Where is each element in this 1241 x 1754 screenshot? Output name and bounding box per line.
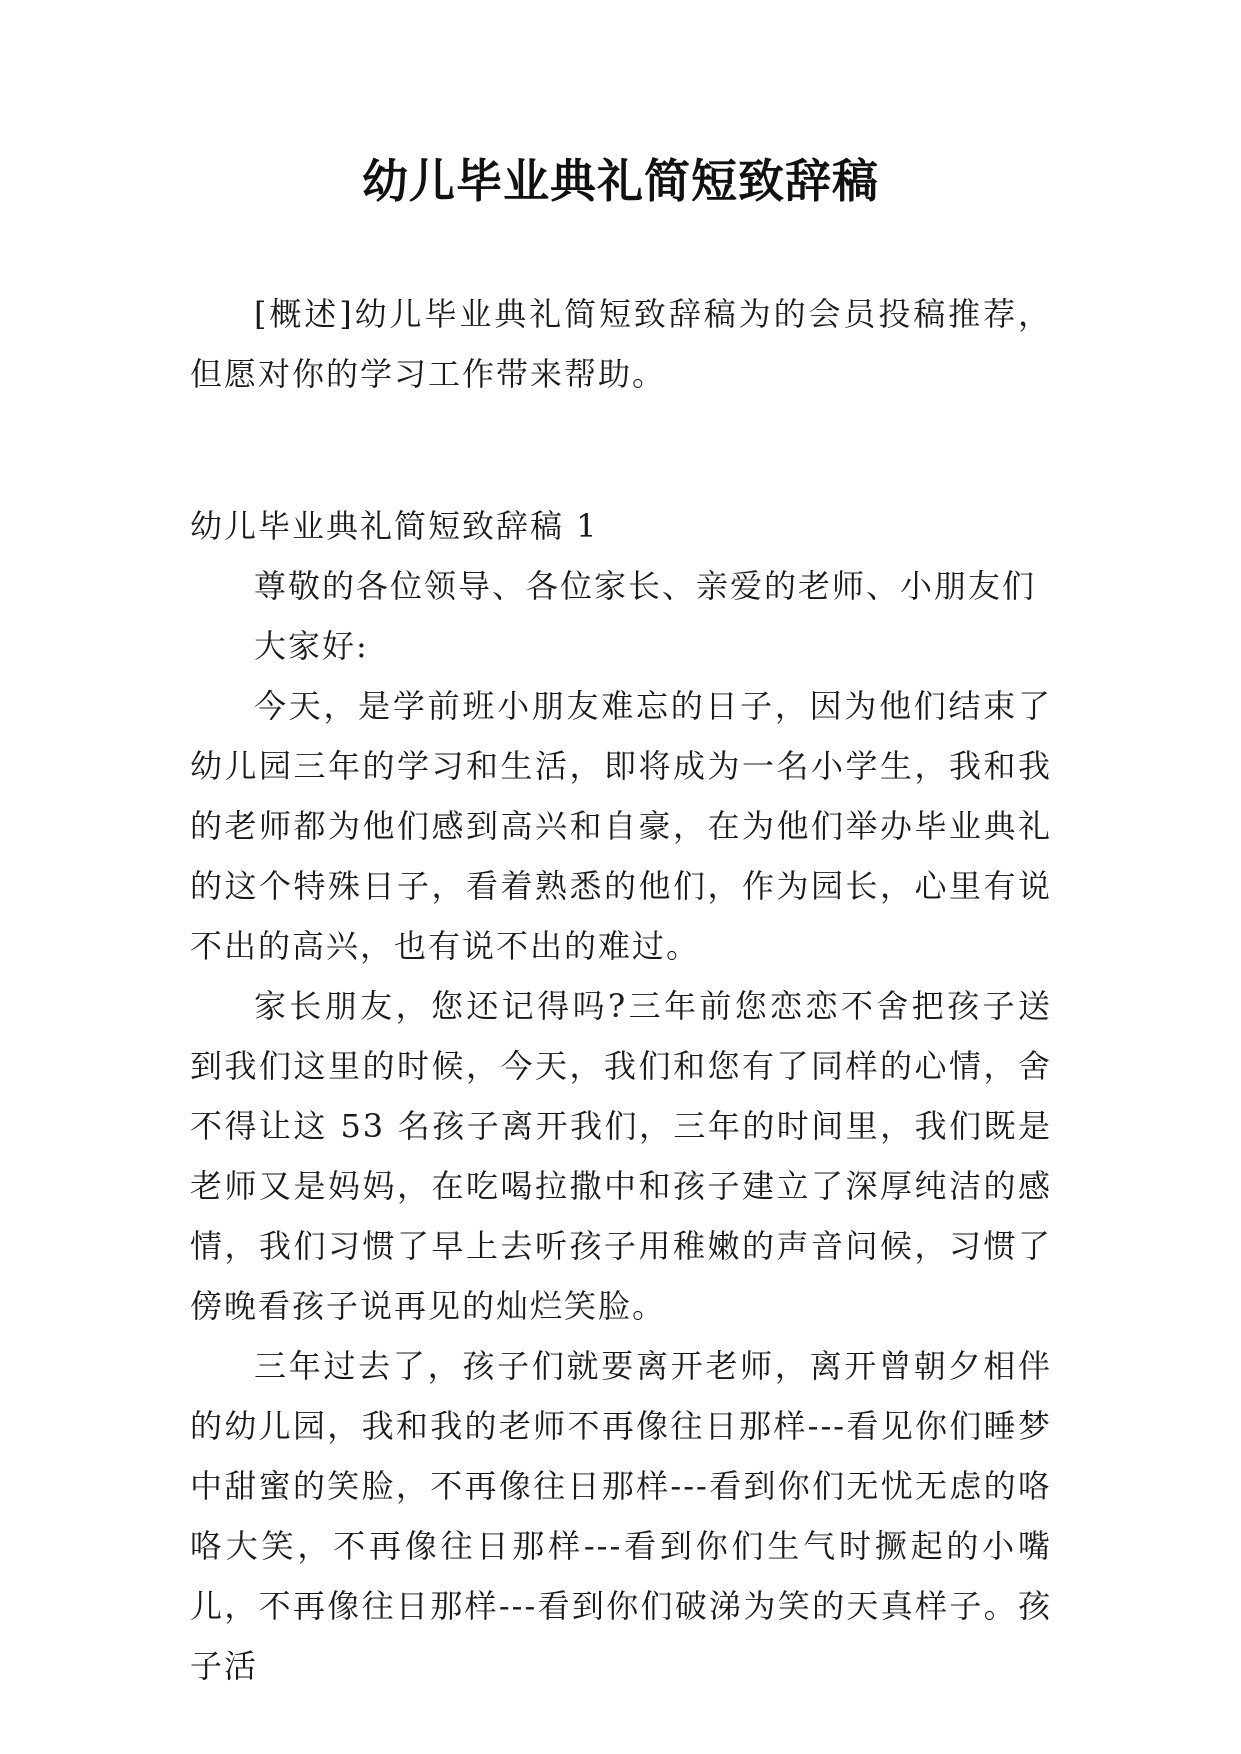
greeting-paragraph: 大家好:	[254, 627, 369, 665]
document-body	[190, 284, 1052, 1696]
section-spacer	[190, 404, 1052, 496]
body-paragraph: 家长朋友，您还记得吗?三年前您恋恋不舍把孩子送到我们这里的时候，今天，我们和您有了同样的心情，舍不得让这 53 名孩子离开我们，三年的时间里，我们既是老师又是妈妈，在吃喝拉撒中和孩子建立了深厚纯洁的感情，我们习惯了早上去听孩子用稚嫩的声音问候，习惯了傍晚看孩子说再见的灿烂笑脸。	[190, 987, 1052, 1325]
section-heading: 幼儿毕业典礼简短致辞稿 1	[190, 507, 599, 545]
document-title: 幼儿毕业典礼简短致辞稿	[362, 154, 879, 208]
body-paragraph: 今天，是学前班小朋友难忘的日子，因为他们结束了幼儿园三年的学习和生活，即将成为一名小学生，我和我的老师都为他们感到高兴和自豪，在为他们举办毕业典礼的这个特殊日子，看着熟悉的他们，作为园长，心里有说不出的高兴，也有说不出的难过。	[190, 687, 1052, 965]
summary-paragraph: [概述]幼儿毕业典礼简短致辞稿为的会员投稿推荐，但愿对你的学习工作带来帮助。	[190, 295, 1052, 393]
salutation-paragraph: 尊敬的各位领导、各位家长、亲爱的老师、小朋友们	[254, 567, 1037, 605]
body-paragraph: 三年过去了，孩子们就要离开老师，离开曾朝夕相伴的幼儿园，我和我的老师不再像往日那样---看见你们睡梦中甜蜜的笑脸，不再像往日那样---看到你们无忧无虑的咯咯大笑，不再像往日那样---看到你们生气时撅起的小嘴儿，不再像往日那样---看到你们破涕为笑的天真样子。孩子活	[190, 1347, 1052, 1685]
